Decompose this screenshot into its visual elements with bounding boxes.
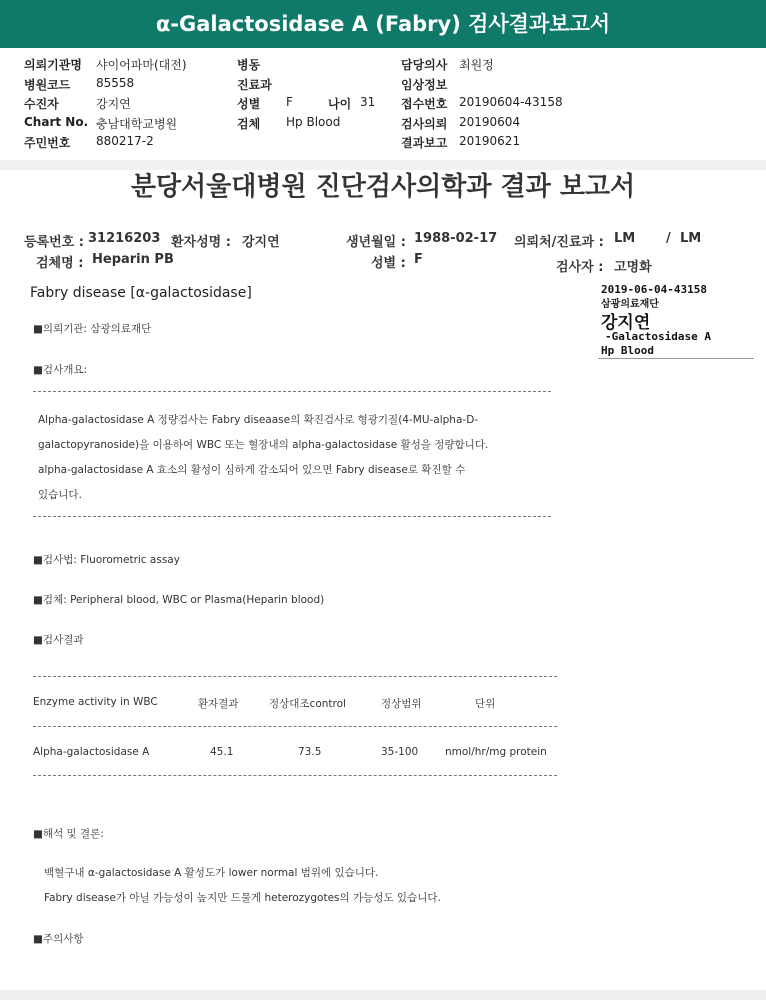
reg-no-value: 31216203 <box>88 231 161 246</box>
dob-value: 1988-02-17 <box>414 231 498 246</box>
header-bar <box>0 0 766 48</box>
institution-value: 샤이어파마(대전) <box>96 58 187 72</box>
specimen-name-label: 검체명 : <box>36 256 84 271</box>
doctor-value: 최원정 <box>459 58 494 72</box>
interpretation-line-1: 백혈구내 α-galactosidase A 활성도가 lower normal 범위에 있습니다. <box>44 867 379 879</box>
overview-line-1: Alpha-galactosidase A 정량검사는 Fabry diseaase의 확진검사로 형광기질(4-MU-alpha-D- <box>38 414 479 426</box>
hospital-code-value: 85558 <box>96 76 135 90</box>
age-label: 나이 <box>328 97 352 111</box>
interpretation-heading: ■해석 및 결론: <box>33 828 104 840</box>
stamp-lab: 삼광의료재단 <box>601 299 659 310</box>
test-name: Fabry disease [α-galactosidase] <box>30 285 252 301</box>
report-title: α-Galactosidase A (Fabry) 검사결과보고서 <box>155 12 611 36</box>
patient-name-value: 강지연 <box>242 235 280 250</box>
resident-no-value: 880217-2 <box>96 134 154 148</box>
table-cell-control: 73.5 <box>298 746 322 758</box>
table-header-control: 정상대조control <box>269 698 346 710</box>
divider-1 <box>33 391 551 392</box>
reg-no-label: 등록번호 : <box>24 235 84 250</box>
hospital-code-label: 병원코드 <box>24 78 71 92</box>
patient-name-label: 환자성명 : <box>171 235 231 250</box>
table-cell-range: 35-100 <box>381 746 419 758</box>
report-date-label: 결과보고 <box>401 136 448 150</box>
examinee-label: 수진자 <box>24 97 59 111</box>
clinical-info-label: 임상정보 <box>401 78 448 92</box>
sample-line: ■검체: Peripheral blood, WBC or Plasma(Heparin blood) <box>33 594 325 606</box>
institution-label: 의뢰기관명 <box>24 58 82 72</box>
table-cell-unit: nmol/hr/mg protein <box>445 746 547 758</box>
ordering-dept-b: LM <box>680 231 702 246</box>
table-header-patient-result: 환자결과 <box>198 698 239 710</box>
result-heading: ■검사결과 <box>33 634 84 646</box>
tester-label: 검사자 : <box>556 260 604 275</box>
stamp-rule <box>598 358 754 359</box>
table-header-enzyme: Enzyme activity in WBC <box>33 696 158 708</box>
table-bottom-rule <box>33 775 557 776</box>
examinee-value: 강지연 <box>96 97 131 111</box>
table-top-rule <box>33 676 557 677</box>
dept-label: 진료과 <box>237 78 272 92</box>
ordering-dept-a: LM <box>614 231 636 246</box>
request-date-label: 검사의뢰 <box>401 117 448 131</box>
divider-2 <box>33 516 551 517</box>
table-cell-patient-result: 45.1 <box>210 746 234 758</box>
bottom-divider <box>0 990 766 1000</box>
overview-line-3: alpha-galactosidase A 효소의 활성이 심하게 감소되어 있으면 Fabry disease로 확진할 수 <box>38 464 466 476</box>
institution-line: ■의뢰기관: 삼광의료재단 <box>33 323 152 335</box>
chart-no-label: Chart No. <box>24 115 89 129</box>
doctor-label: 담당의사 <box>401 58 448 72</box>
age-value: 31 <box>360 95 376 109</box>
stamp-test: -Galactosidase A <box>605 330 711 343</box>
report-sex-value: F <box>414 252 423 267</box>
report-date-value: 20190621 <box>459 134 521 148</box>
interpretation-line-2: Fabry disease가 아닐 가능성이 높지만 드물게 heterozygotes의 가능성도 있습니다. <box>44 892 441 904</box>
hospital-report-title: 분당서울대병원 진단검사의학과 결과 보고서 <box>130 172 636 202</box>
overview-heading: ■검사개요: <box>33 364 88 376</box>
method-line: ■검사법: Fluorometric assay <box>33 554 180 566</box>
ordering-dept-label: 의뢰처/진료과 : <box>514 235 604 250</box>
sex-label: 성별 <box>237 97 261 111</box>
specimen-value: Hp Blood <box>286 115 341 129</box>
dob-label: 생년월일 : <box>346 235 406 250</box>
request-date-value: 20190604 <box>459 115 521 129</box>
table-header-rule <box>33 726 557 727</box>
table-cell-analyte: Alpha-galactosidase A <box>33 746 150 758</box>
ward-label: 병동 <box>237 58 261 72</box>
overview-line-2: galactopyranoside)을 이용하여 WBC 또는 혈장내의 alpha-galactosidase 활성을 정량합니다. <box>38 439 489 451</box>
caution-heading: ■주의사항 <box>33 933 84 945</box>
tester-value: 고명화 <box>614 260 652 275</box>
table-header-range: 정상범위 <box>381 698 422 710</box>
stamp-patient: 강지연 <box>601 313 651 333</box>
stamp-specimen: Hp Blood <box>601 344 654 357</box>
chart-no-value: 충남대학교병원 <box>96 117 178 131</box>
overview-line-4: 있습니다. <box>38 489 82 501</box>
specimen-label: 검체 <box>237 117 261 131</box>
table-header-unit: 단위 <box>475 698 496 710</box>
patient-info-panel <box>0 48 766 168</box>
ordering-dept-sep: / <box>666 231 671 246</box>
resident-no-label: 주민번호 <box>24 136 71 150</box>
receipt-no-label: 접수번호 <box>401 97 448 111</box>
sex-value: F <box>286 95 293 109</box>
stamp-receipt-no: 2019-06-04-43158 <box>601 283 707 296</box>
report-sex-label: 성별 : <box>371 256 406 271</box>
specimen-name-value: Heparin PB <box>92 252 174 267</box>
receipt-no-value: 20190604-43158 <box>459 95 563 109</box>
